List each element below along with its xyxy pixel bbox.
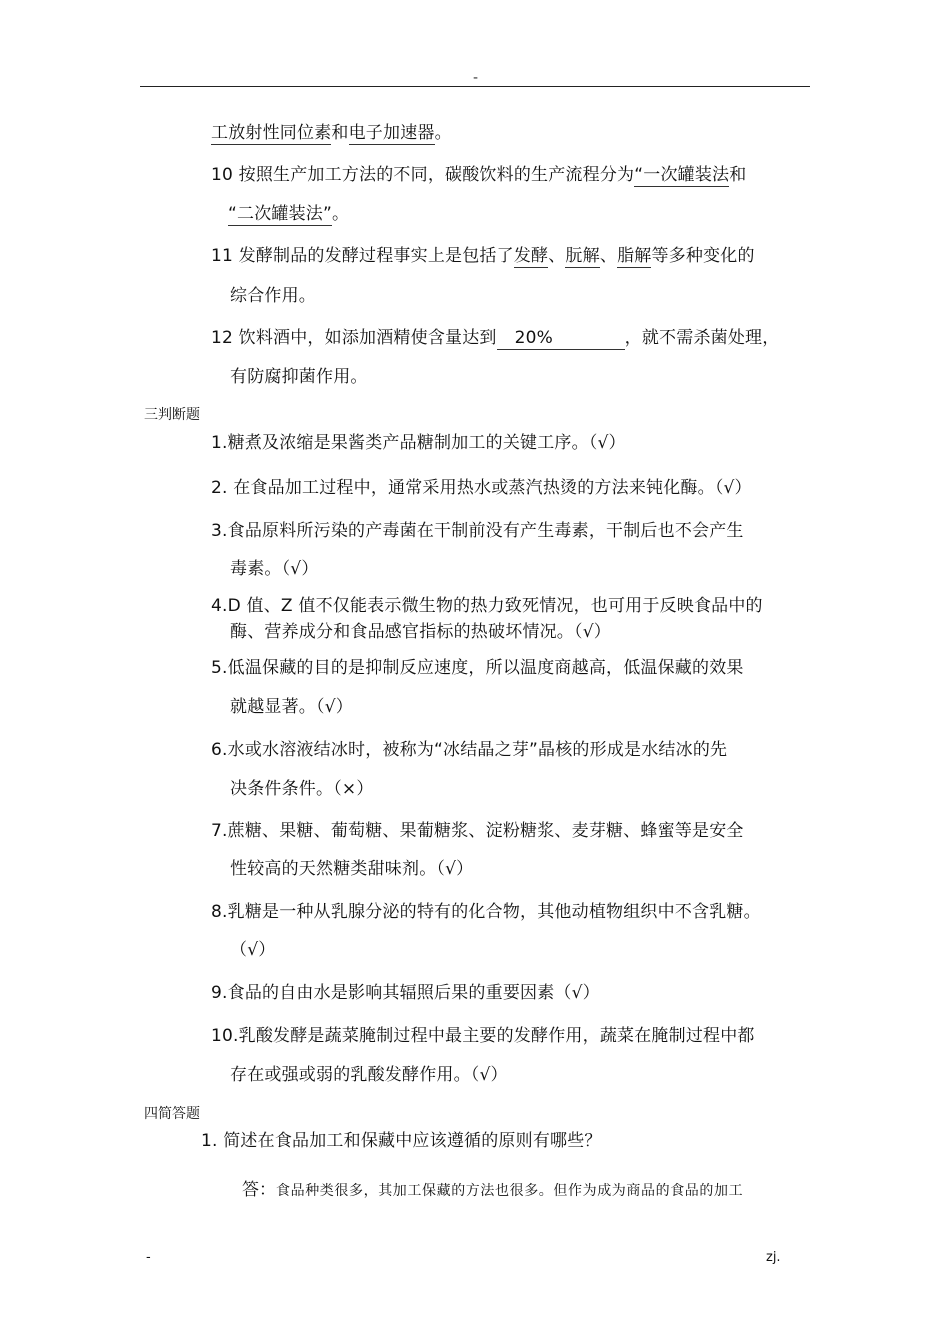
tf-item-4-line1: 4.D 值、Z 值不仅能表示微生物的热力致死情况，也可用于反映食品中的: [211, 596, 763, 616]
q10-line1: [211, 163, 746, 187]
text: 和: [729, 165, 747, 185]
tf-item-3-line1: 3.食品原料所污染的产毒菌在干制前没有产生毒素，干制后也不会产生: [211, 521, 744, 541]
tf-item-5-line1: 5.低温保藏的目的是抑制反应速度，所以温度商越高，低温保藏的效果: [211, 658, 744, 678]
short-answer-q1: 1. 简述在食品加工和保藏中应该遵循的原则有哪些？: [201, 1131, 602, 1151]
text: 。: [434, 123, 452, 143]
text: 、: [548, 246, 566, 266]
text: 。: [332, 204, 350, 224]
tf-item-7-line2: 性较高的天然糖类甜味剂。（√）: [230, 859, 474, 879]
text: 10 按照生产加工方法的不同，碳酸饮料的生产流程分为: [211, 165, 635, 185]
answer-underline: 电子加速器: [348, 123, 435, 143]
q11-line1: [211, 244, 755, 268]
text: 11 发酵制品的发酵过程事实上是包括了: [211, 246, 514, 266]
tf-item-5-line2: 就越显著。（√）: [230, 697, 353, 717]
section4-title: 四简答题: [144, 1106, 200, 1122]
header-mark: -: [473, 70, 479, 86]
header-rule: [140, 86, 810, 87]
tf-item-1: 1.糖煮及浓缩是果酱类产品糖制加工的关键工序。（√）: [211, 433, 626, 453]
tf-item-8-line2: （√）: [230, 940, 276, 960]
q9-continuation: [211, 121, 452, 145]
tf-item-6-line2: 决条件条件。（×）: [230, 779, 374, 799]
answer-paragraph: [242, 1178, 743, 1203]
tf-item-3-line2: 毒素。（√）: [230, 559, 319, 579]
answer-underline: 发酵: [513, 246, 549, 266]
text: 、: [599, 246, 618, 266]
tf-item-6-line1: 6.水或水溶液结冰时，被称为“冰结晶之芽”晶核的形成是水结冰的先: [211, 740, 728, 760]
q12-line1: [211, 326, 779, 350]
tf-item-4-line2: 酶、营养成分和食品感官指标的热破坏情况。（√）: [230, 622, 611, 642]
q10-line2: [228, 202, 349, 226]
q11-line2: 综合作用。: [230, 286, 316, 306]
tf-item-7-line1: 7.蔗糖、果糖、葡萄糖、果葡糖浆、淀粉糖浆、麦芽糖、蜂蜜等是安全: [211, 821, 744, 841]
text: 等多种变化的: [651, 246, 755, 266]
answer-underline: “一次罐装法: [634, 165, 730, 185]
tf-item-8-line1: 8.乳糖是一种从乳腺分泌的特有的化合物，其他动植物组织中不含乳糖。: [211, 902, 761, 922]
footer-left-mark: -: [146, 1250, 151, 1265]
tf-item-10-line1: 10.乳酸发酵是蔬菜腌制过程中最主要的发酵作用，蔬菜在腌制过程中都: [211, 1026, 755, 1046]
answer-lead: 答：: [242, 1180, 276, 1200]
text: 12 饮料酒中，如添加酒精使含量达到: [211, 328, 497, 348]
text: ，就不需杀菌处理，: [624, 328, 780, 348]
tf-item-2: 2. 在食品加工过程中，通常采用热水或蒸汽热烫的方法来钝化酶。（√）: [211, 478, 752, 498]
section3-title: 三判断题: [144, 407, 200, 423]
answer-underline: 脂解: [617, 246, 652, 266]
tf-item-9: 9.食品的自由水是影响其辐照后果的重要因素（√）: [211, 983, 600, 1003]
answer-underline: “二次罐装法”: [228, 204, 333, 224]
text: 和: [331, 123, 349, 143]
answer-blank: 20%: [497, 327, 625, 350]
answer-text: 食品种类很多，其加工保藏的方法也很多。但作为成为商品的食品的加工: [276, 1183, 744, 1199]
q12-line2: 有防腐抑菌作用。: [230, 367, 368, 387]
footer-right-mark: zj.: [766, 1250, 781, 1265]
tf-item-10-line2: 存在或强或弱的乳酸发酵作用。（√）: [230, 1065, 508, 1085]
answer-underline: 工放射性同位素: [211, 123, 332, 143]
answer-underline: 朊解: [565, 246, 600, 266]
